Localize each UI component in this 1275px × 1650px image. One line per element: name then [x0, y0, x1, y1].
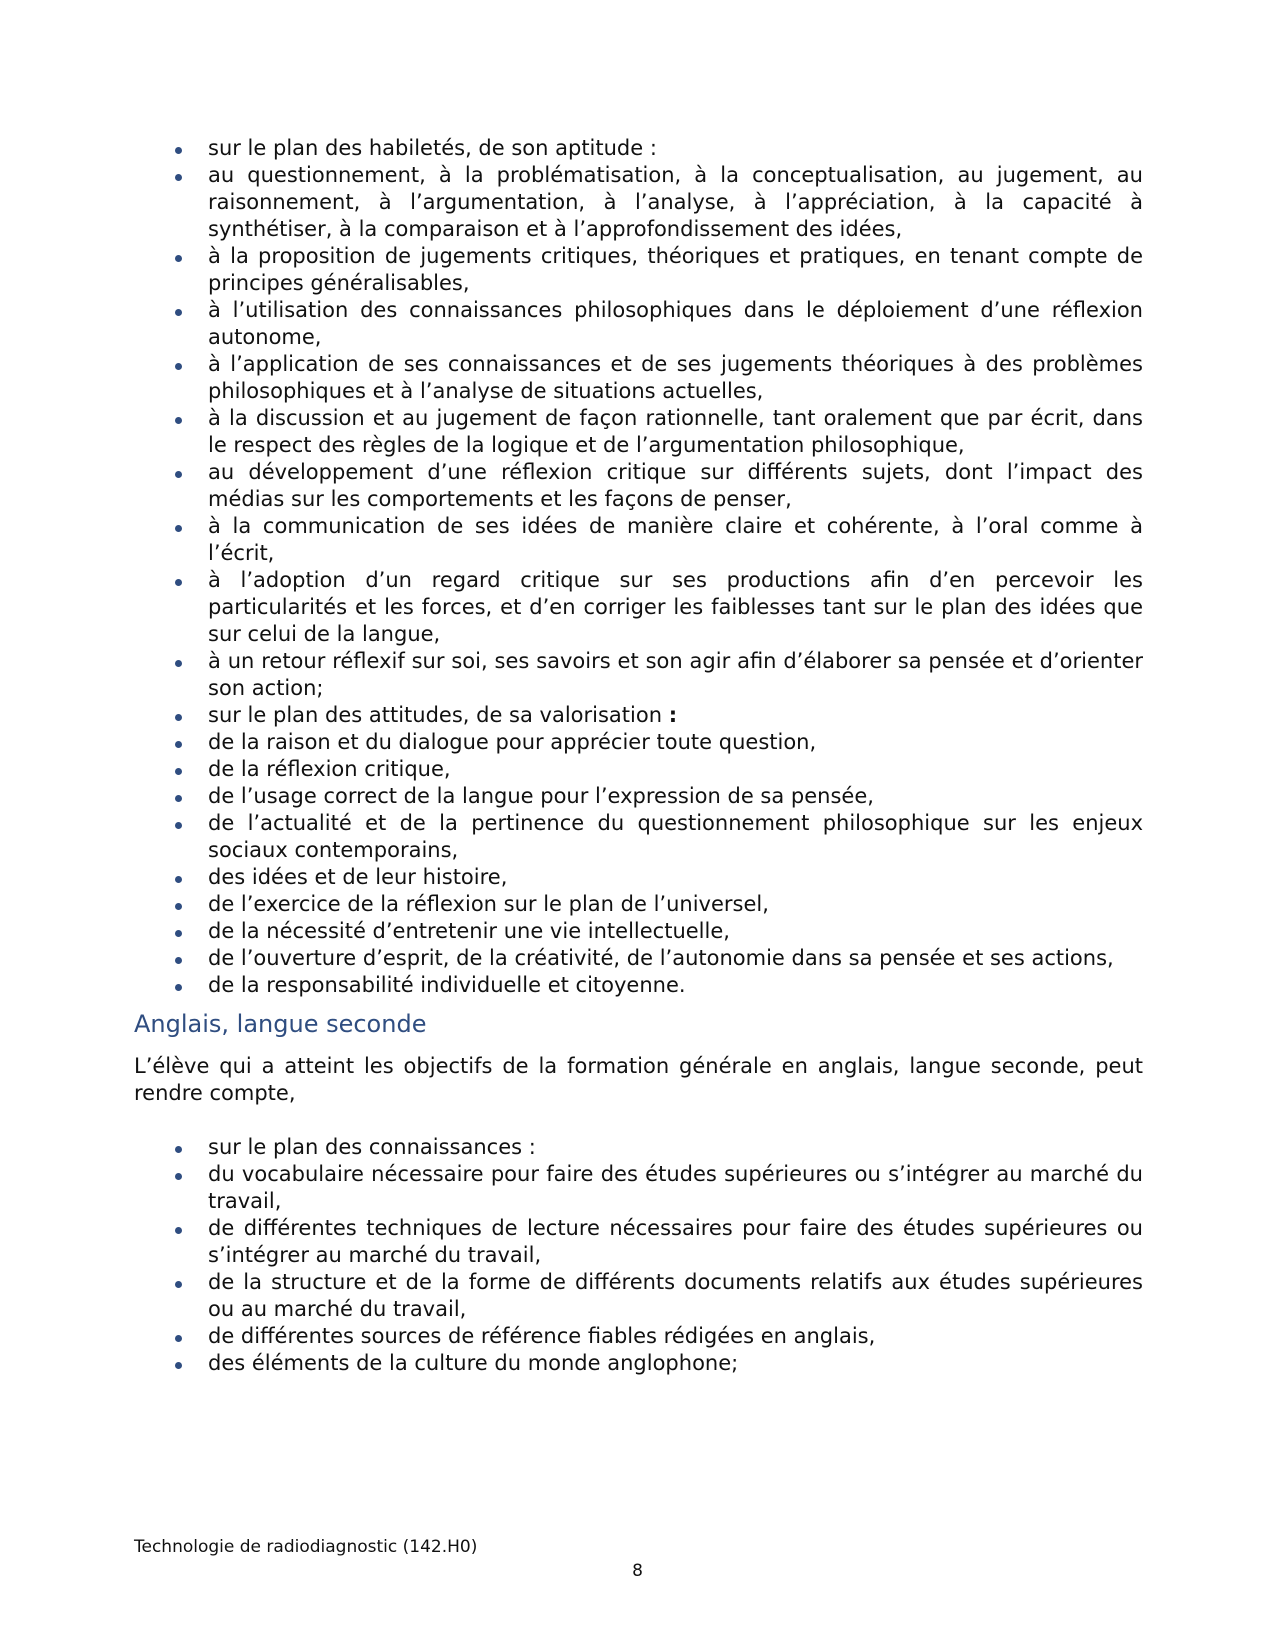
list-item [175, 405, 1143, 459]
bullet-icon [175, 768, 182, 775]
bullet-icon [175, 1227, 182, 1234]
list-item [175, 567, 1143, 648]
list-item-text: de la responsabilité individuelle et citoyenne. [208, 973, 686, 997]
bullet-icon [175, 1362, 182, 1369]
list-item [175, 972, 1143, 999]
bullet-icon [175, 930, 182, 937]
list-item [175, 1134, 1143, 1161]
list-item [175, 729, 1143, 756]
list-item-text: sur le plan des connaissances : [208, 1135, 536, 1159]
list-item [175, 351, 1143, 405]
list-item [175, 891, 1143, 918]
footer-program: Technologie de radiodiagnostic (142.H0) [134, 1537, 478, 1557]
bullet-icon [175, 714, 182, 721]
list-item-text: de la raison et du dialogue pour apprécier toute question, [208, 730, 817, 754]
bullet-icon [175, 471, 182, 478]
bullet-icon [175, 363, 182, 370]
list-item [175, 864, 1143, 891]
list-item-text: sur le plan des habiletés, de son aptitude : [208, 136, 657, 160]
bullet-icon [175, 1335, 182, 1342]
list-item [175, 1350, 1143, 1377]
bullet-icon [175, 903, 182, 910]
list-item-text: de la réflexion critique, [208, 757, 451, 781]
list-item-text: des éléments de la culture du monde anglophone; [208, 1351, 739, 1375]
list-item [175, 135, 1143, 162]
list-item-text: de différentes sources de référence fiables rédigées en anglais, [208, 1324, 876, 1348]
bullet-icon [175, 147, 182, 154]
list-item [175, 459, 1143, 513]
list-item-text: du vocabulaire nécessaire pour faire des études supérieures ou s’intégrer au marché du travail, [208, 1162, 1143, 1213]
english-knowledge-list [175, 1134, 1143, 1377]
list-item-text: au questionnement, à la problématisation, à la conceptualisation, au jugement, au raisonnement, à l’argumentation, à l’analyse, à l’appréciation, à la capacité à synthétiser, à la comparaison et à l’approfondissement des idées, [208, 163, 1143, 241]
page-number: 8 [632, 1561, 643, 1581]
list-item [175, 756, 1143, 783]
bullet-icon [175, 1173, 182, 1180]
bullet-icon [175, 822, 182, 829]
list-item [175, 243, 1143, 297]
list-item [175, 162, 1143, 243]
attitudes-colon: : [668, 703, 678, 727]
list-item [175, 783, 1143, 810]
bullet-icon [175, 579, 182, 586]
list-item [175, 297, 1143, 351]
list-item [175, 1323, 1143, 1350]
list-item-text: de l’exercice de la réflexion sur le plan de l’universel, [208, 892, 769, 916]
bullet-icon [175, 417, 182, 424]
list-item [175, 513, 1143, 567]
list-item-text: sur le plan des attitudes, de sa valorisation [208, 703, 669, 727]
list-item [175, 945, 1143, 972]
list-item [175, 918, 1143, 945]
list-item-text: au développement d’une réflexion critique sur différents sujets, dont l’impact des médias sur les comportements et les façons de penser, [208, 460, 1143, 511]
list-item-text: à la proposition de jugements critiques, théoriques et pratiques, en tenant compte de principes généralisables, [208, 244, 1143, 295]
list-item [175, 810, 1143, 864]
list-item-text: à la discussion et au jugement de façon rationnelle, tant oralement que par écrit, dans le respect des règles de la logique et de l’argumentation philosophique, [208, 406, 1143, 457]
list-item [175, 1161, 1143, 1215]
list-item [175, 1215, 1143, 1269]
list-item-text: de l’usage correct de la langue pour l’expression de sa pensée, [208, 784, 874, 808]
bullet-icon [175, 309, 182, 316]
bullet-icon [175, 741, 182, 748]
list-item-text: à l’utilisation des connaissances philosophiques dans le déploiement d’une réflexion autonome, [208, 298, 1143, 349]
list-item-text: à l’adoption d’un regard critique sur ses productions afin d’en percevoir les particularités et les forces, et d’en corriger les faiblesses tant sur le plan des idées que sur celui de la langue, [208, 568, 1143, 646]
list-item-text: à la communication de ses idées de manière claire et cohérente, à l’oral comme à l’écrit, [208, 514, 1143, 565]
bullet-icon [175, 1281, 182, 1288]
list-item [175, 648, 1143, 702]
section-heading: Anglais, langue seconde [134, 1010, 427, 1038]
list-item-text: des idées et de leur histoire, [208, 865, 508, 889]
bullet-icon [175, 1146, 182, 1153]
bullet-icon [175, 255, 182, 262]
bullet-icon [175, 957, 182, 964]
list-item-text: de différentes techniques de lecture nécessaires pour faire des études supérieures ou s’intégrer au marché du travail, [208, 1216, 1143, 1267]
bullet-icon [175, 876, 182, 883]
list-item-text: à l’application de ses connaissances et de ses jugements théoriques à des problèmes philosophiques et à l’analyse de situations actuelles, [208, 352, 1143, 403]
list-item-text: de l’ouverture d’esprit, de la créativité, de l’autonomie dans sa pensée et ses actions, [208, 946, 1114, 970]
bullet-icon [175, 984, 182, 991]
bullet-icon [175, 795, 182, 802]
bullet-icon [175, 660, 182, 667]
list-item [175, 1269, 1143, 1323]
list-item-text: de la nécessité d’entretenir une vie intellectuelle, [208, 919, 730, 943]
bullet-icon [175, 525, 182, 532]
section-intro: L’élève qui a atteint les objectifs de la formation générale en anglais, langue seconde, peut rendre compte, [134, 1054, 1143, 1105]
list-item-text: de l’actualité et de la pertinence du questionnement philosophique sur les enjeux sociaux contemporains, [208, 811, 1143, 862]
list-item [175, 702, 1143, 729]
list-item-text: à un retour réflexif sur soi, ses savoirs et son agir afin d’élaborer sa pensée et d’orienter son action; [208, 649, 1143, 700]
list-item-text: de la structure et de la forme de différents documents relatifs aux études supérieures ou au marché du travail, [208, 1270, 1143, 1321]
bullet-icon [175, 174, 182, 181]
philosophy-skills-list [175, 135, 1143, 999]
